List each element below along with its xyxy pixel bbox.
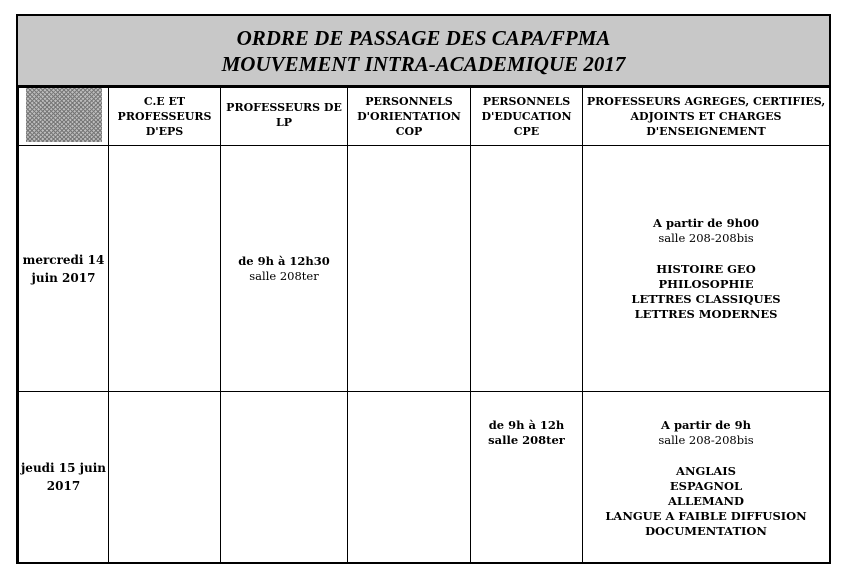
lp-cell bbox=[221, 146, 348, 392]
title-band bbox=[18, 16, 829, 87]
subject-line: LETTRES MODERNES bbox=[634, 306, 778, 321]
header-line: D'ORIENTATION bbox=[357, 110, 461, 123]
cop-cell bbox=[348, 392, 471, 563]
subject-line: ALLEMAND bbox=[668, 494, 744, 508]
table-row bbox=[19, 146, 830, 392]
spacer bbox=[583, 448, 829, 464]
header-line: COP bbox=[395, 125, 423, 138]
header-line: PERSONNELS bbox=[482, 95, 571, 108]
subject-line: DOCUMENTATION bbox=[645, 524, 767, 538]
corner-cell bbox=[19, 88, 109, 146]
subject-line: LETTRES CLASSIQUES bbox=[631, 291, 781, 306]
header-lp bbox=[221, 88, 348, 146]
agreges-cell bbox=[583, 146, 830, 392]
title-line-2: MOUVEMENT INTRA-ACADEMIQUE 2017 bbox=[221, 51, 626, 76]
schedule-grid bbox=[18, 87, 829, 562]
room-line: salle 208-208bis bbox=[658, 433, 754, 447]
spacer bbox=[583, 246, 829, 262]
header-line: PROFESSEURS bbox=[117, 110, 212, 123]
header-line: PROFESSEURS DE bbox=[226, 101, 342, 114]
header-line: D'EDUCATION bbox=[481, 110, 572, 123]
cpe-cell bbox=[471, 146, 583, 392]
subject-line: ESPAGNOL bbox=[669, 479, 743, 493]
header-line: PROFESSEURS AGREGES, CERTIFIES, bbox=[586, 95, 826, 108]
time-line: A partir de 9h00 bbox=[653, 215, 759, 230]
header-row bbox=[19, 88, 830, 146]
header-line: ADJOINTS ET CHARGES bbox=[630, 110, 782, 123]
hatched-corner bbox=[26, 88, 102, 142]
schedule-table bbox=[18, 87, 830, 563]
header-cpe bbox=[471, 88, 583, 146]
subject-line: PHILOSOPHIE bbox=[658, 276, 754, 291]
date-line: jeudi 15 juin bbox=[20, 461, 107, 475]
cpe-cell bbox=[471, 392, 583, 563]
title-line-1: ORDRE DE PASSAGE DES CAPA/FPMA bbox=[236, 25, 611, 50]
room-line: salle 208ter bbox=[488, 433, 565, 447]
table-row bbox=[19, 392, 830, 563]
room-line: salle 208ter bbox=[249, 268, 319, 283]
subject-line: ANGLAIS bbox=[676, 464, 736, 478]
time-line: de 9h à 12h bbox=[488, 418, 565, 432]
header-agreges bbox=[583, 88, 830, 146]
header-line: C.E ET bbox=[143, 95, 186, 108]
date-cell bbox=[19, 146, 109, 392]
date-line: mercredi 14 bbox=[22, 252, 105, 267]
eps-cell bbox=[109, 392, 221, 563]
eps-cell bbox=[109, 146, 221, 392]
header-line: PERSONNELS bbox=[365, 95, 453, 108]
header-line: D'ENSEIGNEMENT bbox=[646, 125, 766, 138]
header-line: LP bbox=[275, 116, 292, 129]
header-cop bbox=[348, 88, 471, 146]
header-line: D'EPS bbox=[145, 125, 184, 138]
agreges-cell bbox=[583, 392, 830, 563]
lp-cell bbox=[221, 392, 348, 563]
schedule-sheet bbox=[16, 14, 831, 564]
cop-cell bbox=[348, 146, 471, 392]
header-line: CPE bbox=[513, 125, 540, 138]
date-cell bbox=[19, 392, 109, 563]
date-line: juin 2017 bbox=[31, 270, 96, 285]
subject-line: LANGUE A FAIBLE DIFFUSION bbox=[605, 509, 807, 523]
subject-line: HISTOIRE GEO bbox=[656, 261, 756, 276]
time-line: de 9h à 12h30 bbox=[238, 253, 330, 268]
date-line: 2017 bbox=[46, 479, 81, 493]
time-line: A partir de 9h bbox=[661, 418, 751, 432]
room-line: salle 208-208bis bbox=[658, 230, 754, 245]
header-eps bbox=[109, 88, 221, 146]
